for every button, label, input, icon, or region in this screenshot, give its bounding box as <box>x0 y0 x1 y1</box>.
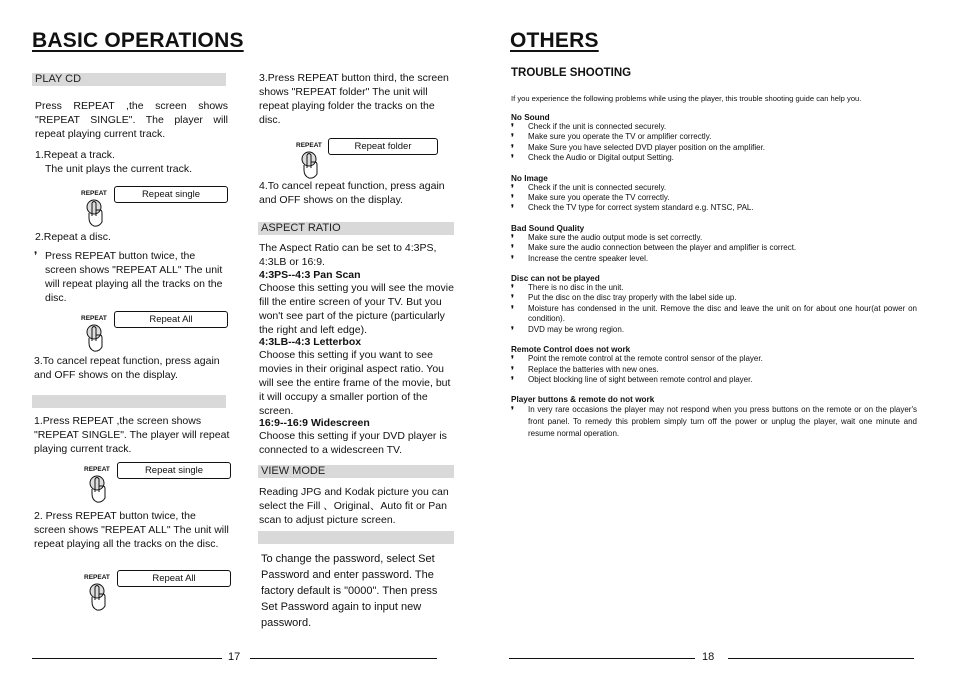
section-header-blank <box>32 395 226 408</box>
letterbox-title: 4:3LB--4:3 Letterbox <box>259 336 362 348</box>
remote-illustration-single <box>81 186 231 230</box>
list-item: ❜ Replace the batteries with new ones. <box>511 364 659 375</box>
remote-illustration-single-2 <box>84 462 234 506</box>
bullet-icon: ❜ <box>511 405 514 416</box>
bullet-icon: ❜ <box>511 283 514 294</box>
ts-section-title: No Sound <box>511 113 550 122</box>
list-item: ❜ Check the TV type for correct system standard e.g. NTSC, PAL. <box>511 203 754 214</box>
repeat-all-display: Repeat All <box>117 570 231 587</box>
repeat-single-display: Repeat single <box>114 186 228 203</box>
step4-cancel-text: 4.To cancel repeat function, press again and OFF shows on the display. <box>259 180 445 206</box>
remote-label: REPEAT <box>296 142 322 149</box>
repeat-all-display: Repeat All <box>114 311 228 328</box>
ts-section-title: Player buttons & remote do not work <box>511 395 655 405</box>
list-item: ❜ Moisture has condensed in the unit. Remove the disc and leave the unit on for about one hour(at power on condition). <box>511 303 917 324</box>
bullet-icon: ❜ <box>511 142 514 153</box>
pan-scan-text: Choose this setting you will see the movie fill the entire screen of your TV. But you won't see part of the picture (particularly the right and left edge). <box>259 282 454 336</box>
step3-cancel-text: 3.To cancel repeat function, press again and OFF shows on the display. <box>34 355 220 381</box>
bullet-icon: ❜ <box>511 364 514 375</box>
list-item: ❜ Check if the unit is connected securely. <box>511 182 667 193</box>
list-item: ❜ Check if the unit is connected securely. <box>511 122 667 132</box>
pan-scan-title: 4:3PS--4:3 Pan Scan <box>259 269 361 281</box>
repeat-single-display: Repeat single <box>117 462 231 479</box>
ts-section-remote <box>511 345 917 385</box>
bullet-icon: ❜ <box>511 354 514 365</box>
bullet-icon: ❜ <box>511 232 514 243</box>
list-item: ❜ Make Sure you have selected DVD player position on the amplifier. <box>511 142 766 153</box>
list-item: ❜ Point the remote control at the remote control sensor of the player. <box>511 354 763 365</box>
list-item: ❜ Increase the centre speaker level. <box>511 253 649 264</box>
list-item: ❜ Make sure you operate the TV or amplifier correctly. <box>511 132 712 143</box>
step1-text: The unit plays the current track. <box>45 163 193 175</box>
widescreen-text: Choose this setting if your DVD player is connected to a widescreen TV. <box>259 430 447 456</box>
list-item: ❜ Make sure you operate the TV correctly. <box>511 193 670 204</box>
hand-press-icon <box>296 146 330 182</box>
step2-title: 2.Repeat a disc. <box>35 231 111 243</box>
view-mode-text: Reading JPG and Kodak picture you can select the Fill 、Original、Auto fit or Pan scan to adjust picture screen. <box>259 486 449 526</box>
step2-text: Press REPEAT button twice, the screen shows "REPEAT ALL" The unit will repeat playing all the tracks on the disc. <box>45 250 223 304</box>
bullet-icon: ❜ <box>511 193 514 204</box>
ts-section-title: Disc can not be played <box>511 274 600 284</box>
remote-label: REPEAT <box>81 190 107 197</box>
list-item: ❜ Put the disc on the disc tray properly with the label side up. <box>511 293 737 304</box>
bullet-icon: ❜ <box>511 324 514 335</box>
trouble-shooting-list <box>511 113 917 440</box>
trouble-shooting-heading: TROUBLE SHOOTING <box>511 67 632 79</box>
section-header-password <box>258 531 454 544</box>
remote-illustration-folder <box>296 138 446 182</box>
remote-label: REPEAT <box>81 315 107 322</box>
remote-label: REPEAT <box>84 574 110 581</box>
remote-label: REPEAT <box>84 466 110 473</box>
footer-rule <box>250 658 437 659</box>
password-text: To change the password, select Set Password and enter password. The factory default is "0000". Then press Set Password again to input new password. <box>261 553 438 629</box>
hand-press-icon <box>84 470 118 506</box>
hand-press-icon <box>81 194 115 230</box>
bullet-icon: ❜ <box>511 122 514 132</box>
list-item: ❜ In very rare occasions the player may not respond when you press buttons on the remote or on the player's front panel. To remedy this problem simply turn off the power or unplug the player, wait one minute and resume normal operation. <box>511 405 917 439</box>
remote-illustration-all-2 <box>84 570 234 614</box>
page-title-basic-operations: BASIC OPERATIONS <box>32 29 244 52</box>
page-number: 18 <box>702 651 715 663</box>
page-number: 17 <box>228 651 241 663</box>
bullet-icon: ❜ <box>511 243 514 254</box>
section-header-view-mode: VIEW MODE <box>258 465 454 478</box>
section2-step2: 2. Press REPEAT button twice, the screen shows "REPEAT ALL" The unit will repeat playing all the tracks on the disc. <box>34 510 229 550</box>
hand-press-icon <box>81 319 115 355</box>
letterbox-text: Choose this setting if you want to see movies in their original aspect ratio. You will see the entire frame of the movie, but it will occupy a smaller portion of the screen. <box>259 349 451 417</box>
ts-section-no-image <box>511 174 917 214</box>
widescreen-title: 16:9--16:9 Widescreen <box>259 417 370 429</box>
bullet-icon: ❜ <box>511 253 514 264</box>
list-item: ❜ There is no disc in the unit. <box>511 283 624 294</box>
footer-rule <box>32 658 222 659</box>
ts-section-bad-sound <box>511 224 917 264</box>
hand-press-icon <box>84 578 118 614</box>
list-item: ❜ Make sure the audio output mode is set correctly. <box>511 232 703 243</box>
remote-illustration-all <box>81 311 231 355</box>
step1-title: 1.Repeat a track. <box>35 149 115 161</box>
aspect-intro: The Aspect Ratio can be set to 4:3PS, 4:3LB or 16:9. <box>259 242 437 268</box>
repeat-folder-display: Repeat folder <box>328 138 438 155</box>
footer-rule <box>509 658 695 659</box>
bullet-icon: ❜ <box>511 293 514 304</box>
section-header-aspect-ratio: ASPECT RATIO <box>258 222 454 235</box>
bullet-icon: ❜ <box>511 132 514 143</box>
page-title-others: OTHERS <box>510 29 599 52</box>
section-header-play-cd: PLAY CD <box>32 73 226 86</box>
ts-section-no-sound <box>511 113 917 164</box>
ts-section-title: Bad Sound Quality <box>511 223 585 233</box>
section2-step1: 1.Press REPEAT ,the screen shows "REPEAT SINGLE". The player will repeat playing current track. <box>34 415 230 455</box>
play-cd-intro: Press REPEAT ,the screen shows "REPEAT SINGLE". The player will repeat playing current track. <box>35 100 228 140</box>
bullet-icon: ❜ <box>511 182 514 193</box>
bullet-icon: ❜ <box>511 303 514 314</box>
ts-section-buttons <box>511 395 917 440</box>
ts-section-disc <box>511 274 917 335</box>
bullet-icon: ❜ <box>511 374 514 385</box>
list-item: ❜ DVD may be wrong region. <box>511 324 625 335</box>
ts-section-title: No Image <box>511 173 548 183</box>
list-item: ❜ Check the Audio or Digital output Setting. <box>511 153 674 164</box>
bullet-icon: ❜ <box>511 153 514 164</box>
list-item: ❜ Object blocking line of sight between remote control and player. <box>511 374 753 385</box>
list-item: ❜ Make sure the audio connection between the player and amplifier is correct. <box>511 243 797 254</box>
step3-repeat-folder: 3.Press REPEAT button third, the screen shows "REPEAT folder" The unit will repeat playing folder the tracks on the disc. <box>259 72 449 126</box>
ts-section-title: Remote Control does not work <box>511 345 631 355</box>
trouble-shooting-intro: If you experience the following problems while using the player, this trouble shooting guide can help you. <box>511 94 862 103</box>
bullet-icon: ❜ <box>511 203 514 214</box>
footer-rule <box>728 658 914 659</box>
bullet-icon: ❜ <box>34 250 38 262</box>
